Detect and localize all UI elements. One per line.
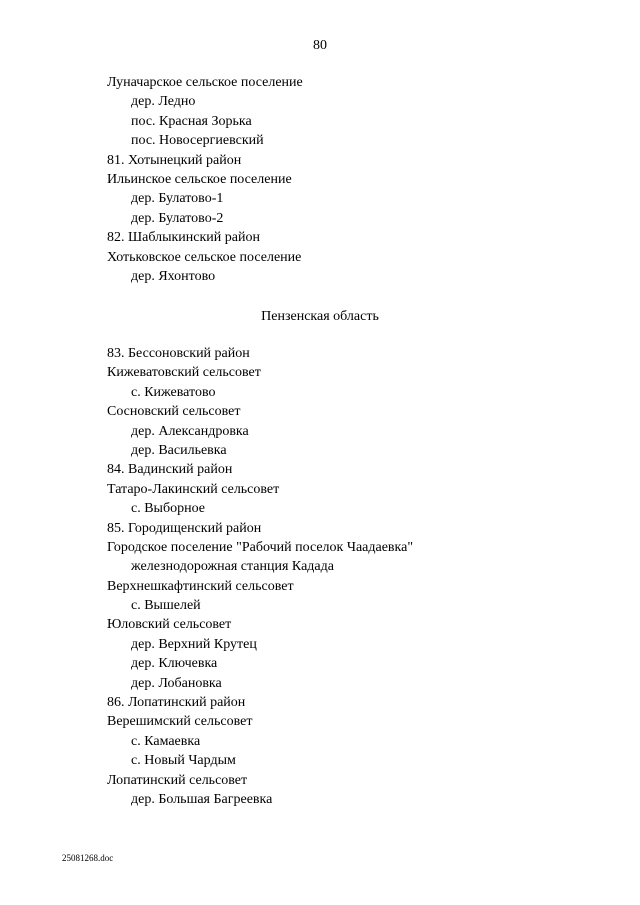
district-entry: Кижеватовский сельсовет — [107, 365, 261, 381]
district-entry: Ильинское сельское поселение — [107, 171, 292, 187]
settlement-list-penza — [107, 344, 607, 809]
district-entry: Сосновский сельсовет — [107, 404, 241, 420]
district-entry: 82. Шаблыкинский район — [107, 230, 260, 246]
settlement-entry: дер. Лобановка — [131, 675, 222, 691]
region-heading: Пензенская область — [261, 309, 379, 324]
district-entry: 81. Хотынецкий район — [107, 152, 242, 168]
district-entry: Татаро-Лакинский сельсовет — [107, 481, 280, 497]
district-entry: 85. Городищенский район — [107, 520, 262, 536]
settlement-entry: с. Кижеватово — [131, 384, 216, 400]
settlement-entry: с. Вышелей — [131, 598, 201, 614]
settlement-entry: с. Выборное — [131, 501, 205, 517]
page-number: 80 — [313, 38, 327, 53]
district-entry: Городское поселение "Рабочий поселок Чаадаевка" — [107, 539, 414, 555]
settlement-entry: дер. Васильевка — [131, 442, 227, 458]
settlement-entry: дер. Ключевка — [131, 656, 218, 672]
settlement-entry: дер. Верхний Крутец — [131, 636, 257, 652]
district-entry: 84. Вадинский район — [107, 462, 233, 478]
district-entry: Верешимский сельсовет — [107, 714, 253, 730]
settlement-entry: с. Новый Чардым — [131, 753, 236, 769]
district-entry: Юловский сельсовет — [107, 617, 232, 633]
settlement-entry: пос. Новосергиевский — [131, 133, 264, 149]
district-entry: Хотьковское сельское поселение — [107, 249, 302, 265]
district-entry: Лопатинский сельсовет — [107, 772, 248, 788]
settlement-entry: дер. Булатово-2 — [131, 210, 224, 226]
district-entry: 83. Бессоновский район — [107, 346, 250, 361]
settlement-entry: с. Камаевка — [131, 733, 201, 749]
district-entry: Верхнешкафтинский сельсовет — [107, 578, 294, 594]
settlement-entry: пос. Красная Зорька — [131, 113, 252, 129]
settlement-entry: дер. Ледно — [131, 94, 196, 110]
district-entry: Луначарское сельское поселение — [107, 75, 303, 90]
document-footer: 25081268.doc — [62, 853, 114, 863]
settlement-entry: дер. Булатово-1 — [131, 191, 224, 207]
settlement-entry: дер. Большая Багреевка — [131, 791, 273, 807]
settlement-entry: дер. Яхонтово — [131, 268, 216, 284]
settlement-entry: железнодорожная станция Кадада — [131, 559, 334, 575]
settlement-list-top — [107, 73, 607, 286]
district-entry: 86. Лопатинский район — [107, 695, 246, 711]
settlement-entry: дер. Александровка — [131, 423, 249, 439]
